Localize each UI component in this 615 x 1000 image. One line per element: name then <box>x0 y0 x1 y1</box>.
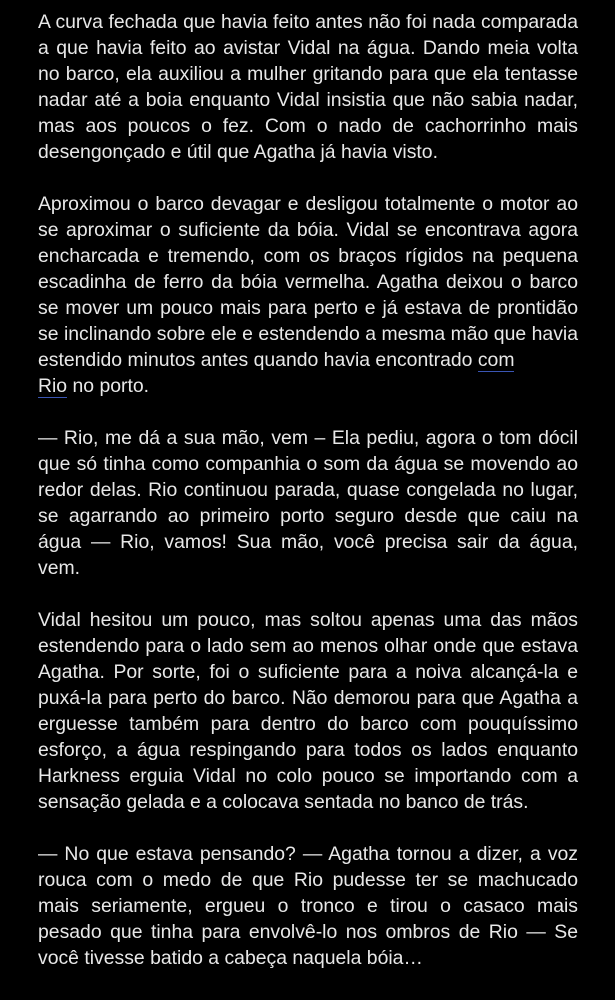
underlined-word-com[interactable]: com <box>477 349 515 371</box>
paragraph-2 <box>38 191 578 399</box>
paragraph-2-text: Aproximou o barco devagar e desligou totalmente o motor ao se aproximar o suficiente da bóia. Vidal se encontrava agora encharcada e tremendo, com os braços rígidos na pequena escadinha de ferro da bóia vermelha. Agatha deixou o barco se mover um pouco mais para perto e já estava de prontidão se inclinando sobre ele e estendendo a mesma mão que havia estendido minutos antes quando havia encontrado <box>38 193 578 371</box>
paragraph-1: A curva fechada que havia feito antes não foi nada comparada a que havia feito ao avistar Vidal na água. Dando meia volta no barco, ela auxiliou a mulher gritando para que ela tentasse nadar até a boia enquanto Vidal insistia que não sabia nadar, mas aos poucos o fez. Com o nado de cachorrinho mais desengonçado e útil que Agatha já havia visto. <box>38 11 578 163</box>
paragraph-3: — Rio, me dá a sua mão, vem – Ela pediu, agora o tom dócil que só tinha como companhia o som da água se movendo ao redor delas. Rio continuou parada, quase congelada no lugar, se agarrando ao primeiro porto seguro desde que caiu na água — Rio, vamos! Sua mão, você precisa sair da água, vem. <box>38 427 578 579</box>
reading-pane <box>38 9 578 997</box>
paragraph-5: — No que estava pensando? — Agatha tornou a dizer, a voz rouca com o medo de que Rio pudesse ter se machucado mais seriamente, ergueu o tronco e tirou o casaco mais pesado que tinha para envolvê-lo nos ombros de Rio — Se você tivesse batido a cabeça naquela bóia… <box>38 843 578 969</box>
underlined-word-rio[interactable]: Rio <box>38 375 68 397</box>
paragraph-2-text-end: no porto. <box>67 375 150 397</box>
paragraph-4: Vidal hesitou um pouco, mas soltou apenas uma das mãos estendendo para o lado sem ao menos olhar onde que estava Agatha. Por sorte, foi o suficiente para a noiva alcançá-la e puxá-la para perto do barco. Não demorou para que Agatha a erguesse também para dentro do barco com pouquíssimo esforço, a água respingando para todos os lados enquanto Harkness erguia Vidal no colo pouco se importando com a sensação gelada e a colocava sentada no banco de trás. <box>38 609 578 813</box>
